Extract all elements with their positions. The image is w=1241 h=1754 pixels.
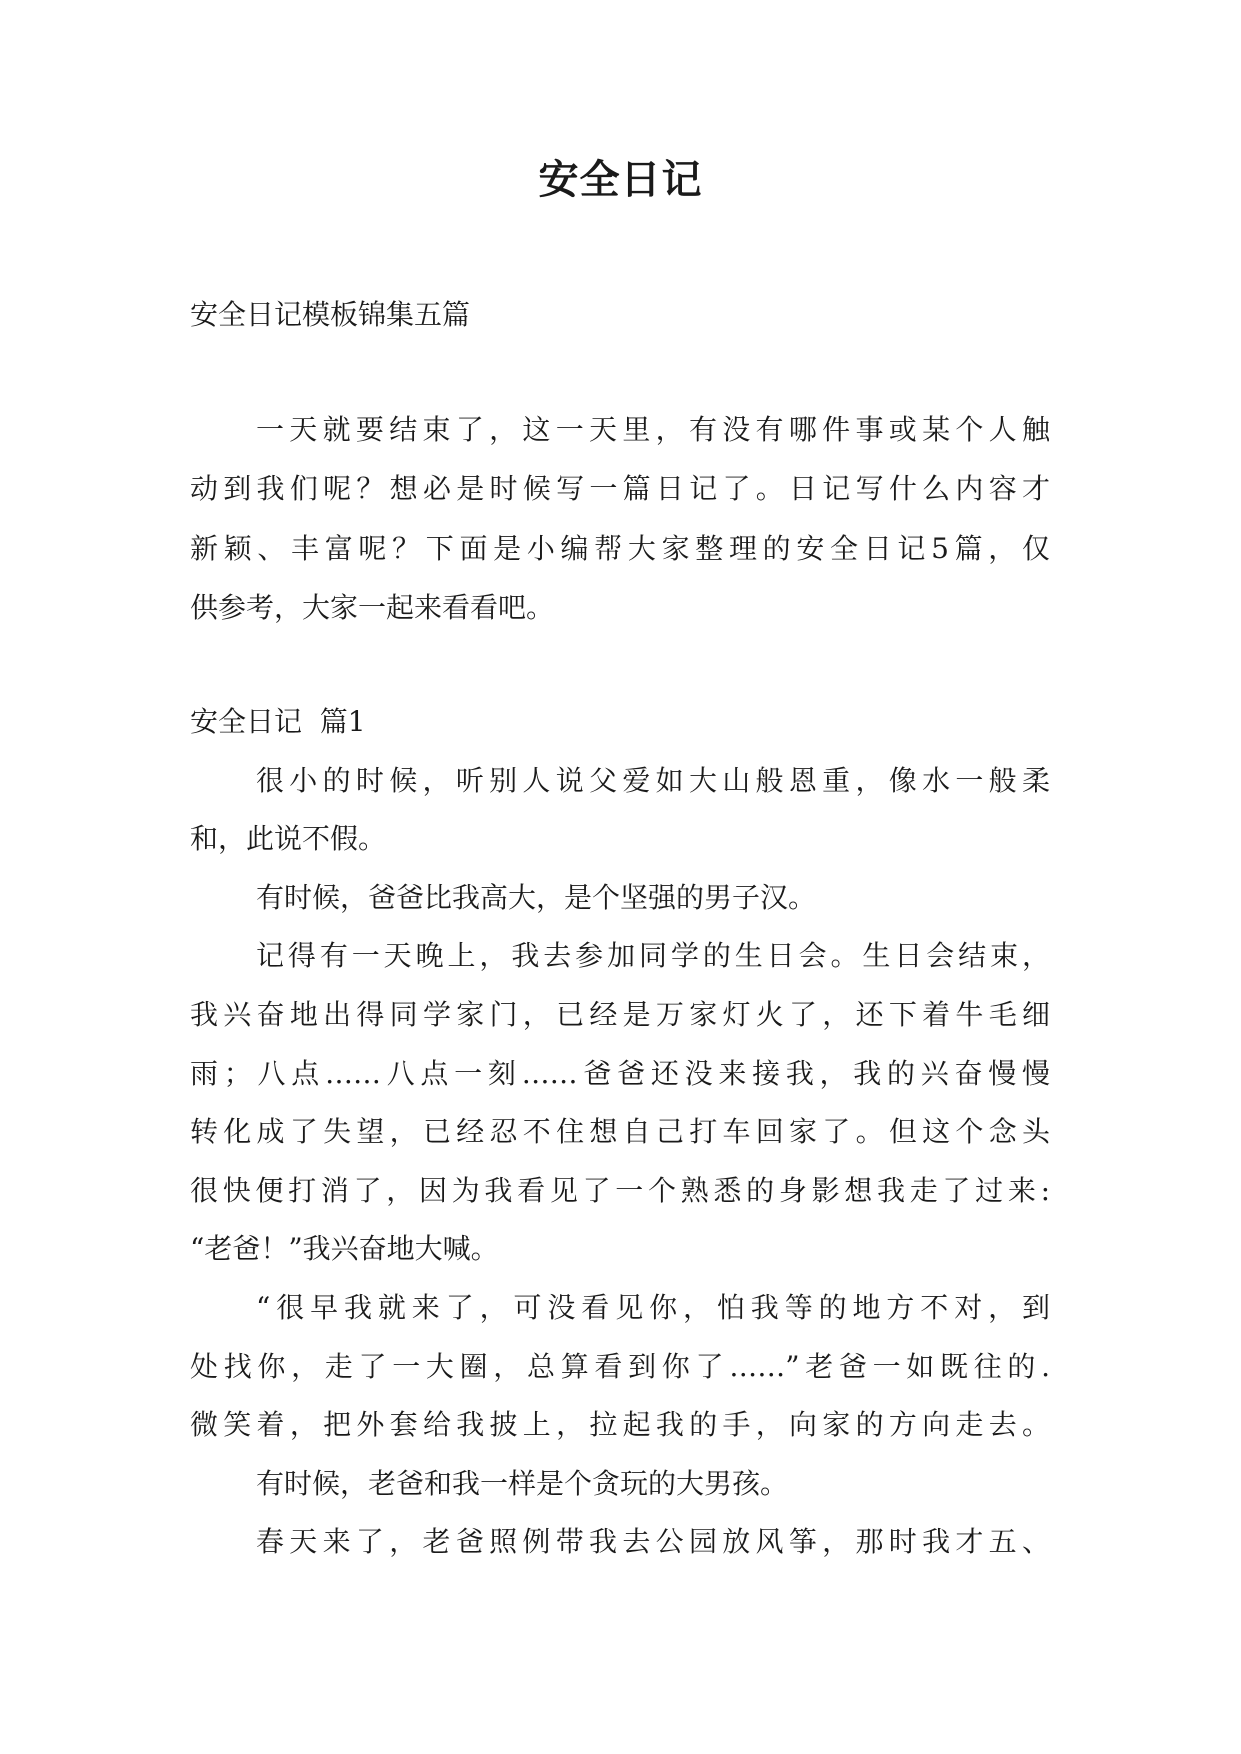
paragraph-line: 很小的时候，听别人说父爱如大山般恩重，像水一般柔 [256, 763, 1050, 797]
intro-line: 一天就要结束了，这一天里，有没有哪件事或某个人触 [256, 413, 1050, 446]
document-title: 安全日记 [538, 156, 703, 203]
intro-paragraph [190, 400, 1050, 637]
paragraph-line: 很快便打消了，因为我看见了一个熟悉的身影想我走了过来: [190, 1173, 1050, 1207]
section-heading: 安全日记 篇1 [190, 705, 366, 738]
paragraph-line: “很早我就来了，可没看见你，怕我等的地方不对，到 [256, 1290, 1050, 1324]
document-subtitle: 安全日记模板锦集五篇 [190, 298, 471, 331]
diary-entry-1 [190, 693, 1050, 1572]
intro-line: 供参考，大家一起来看看吧。 [190, 590, 555, 624]
paragraph-line: 微笑着，把外套给我披上，拉起我的手，向家的方向走去。 [190, 1408, 1050, 1442]
paragraph-line: 我兴奋地出得同学家门，已经是万家灯火了，还下着牛毛细 [190, 997, 1050, 1031]
paragraph-line: 有时候，爸爸比我高大，是个坚强的男子汉。 [256, 880, 817, 914]
paragraph-line: 记得有一天晚上，我去参加同学的生日会。生日会结束， [256, 939, 1050, 973]
paragraph-line: 转化成了失望，已经忍不住想自己打车回家了。但这个念头 [190, 1115, 1050, 1149]
paragraph-line: 春天来了，老爸照例带我去公园放风筝，那时我才五、 [256, 1525, 1050, 1559]
intro-line: 动到我们呢？想必是时候写一篇日记了。日记写什么内容才 [190, 472, 1050, 506]
paragraph-line: 有时候，老爸和我一样是个贪玩的大男孩。 [256, 1466, 789, 1500]
intro-line: 新颖、丰富呢？下面是小编帮大家整理的安全日记5篇，仅 [190, 531, 1050, 565]
paragraph-line: “老爸！”我兴奋地大喊。 [190, 1232, 499, 1266]
paragraph-line: 处找你，走了一大圈，总算看到你了……”老爸一如既往的. [190, 1349, 1050, 1383]
paragraph-line: 和，此说不假。 [190, 822, 387, 856]
paragraph-line: 雨；八点……八点一刻……爸爸还没来接我，我的兴奋慢慢 [190, 1056, 1050, 1090]
